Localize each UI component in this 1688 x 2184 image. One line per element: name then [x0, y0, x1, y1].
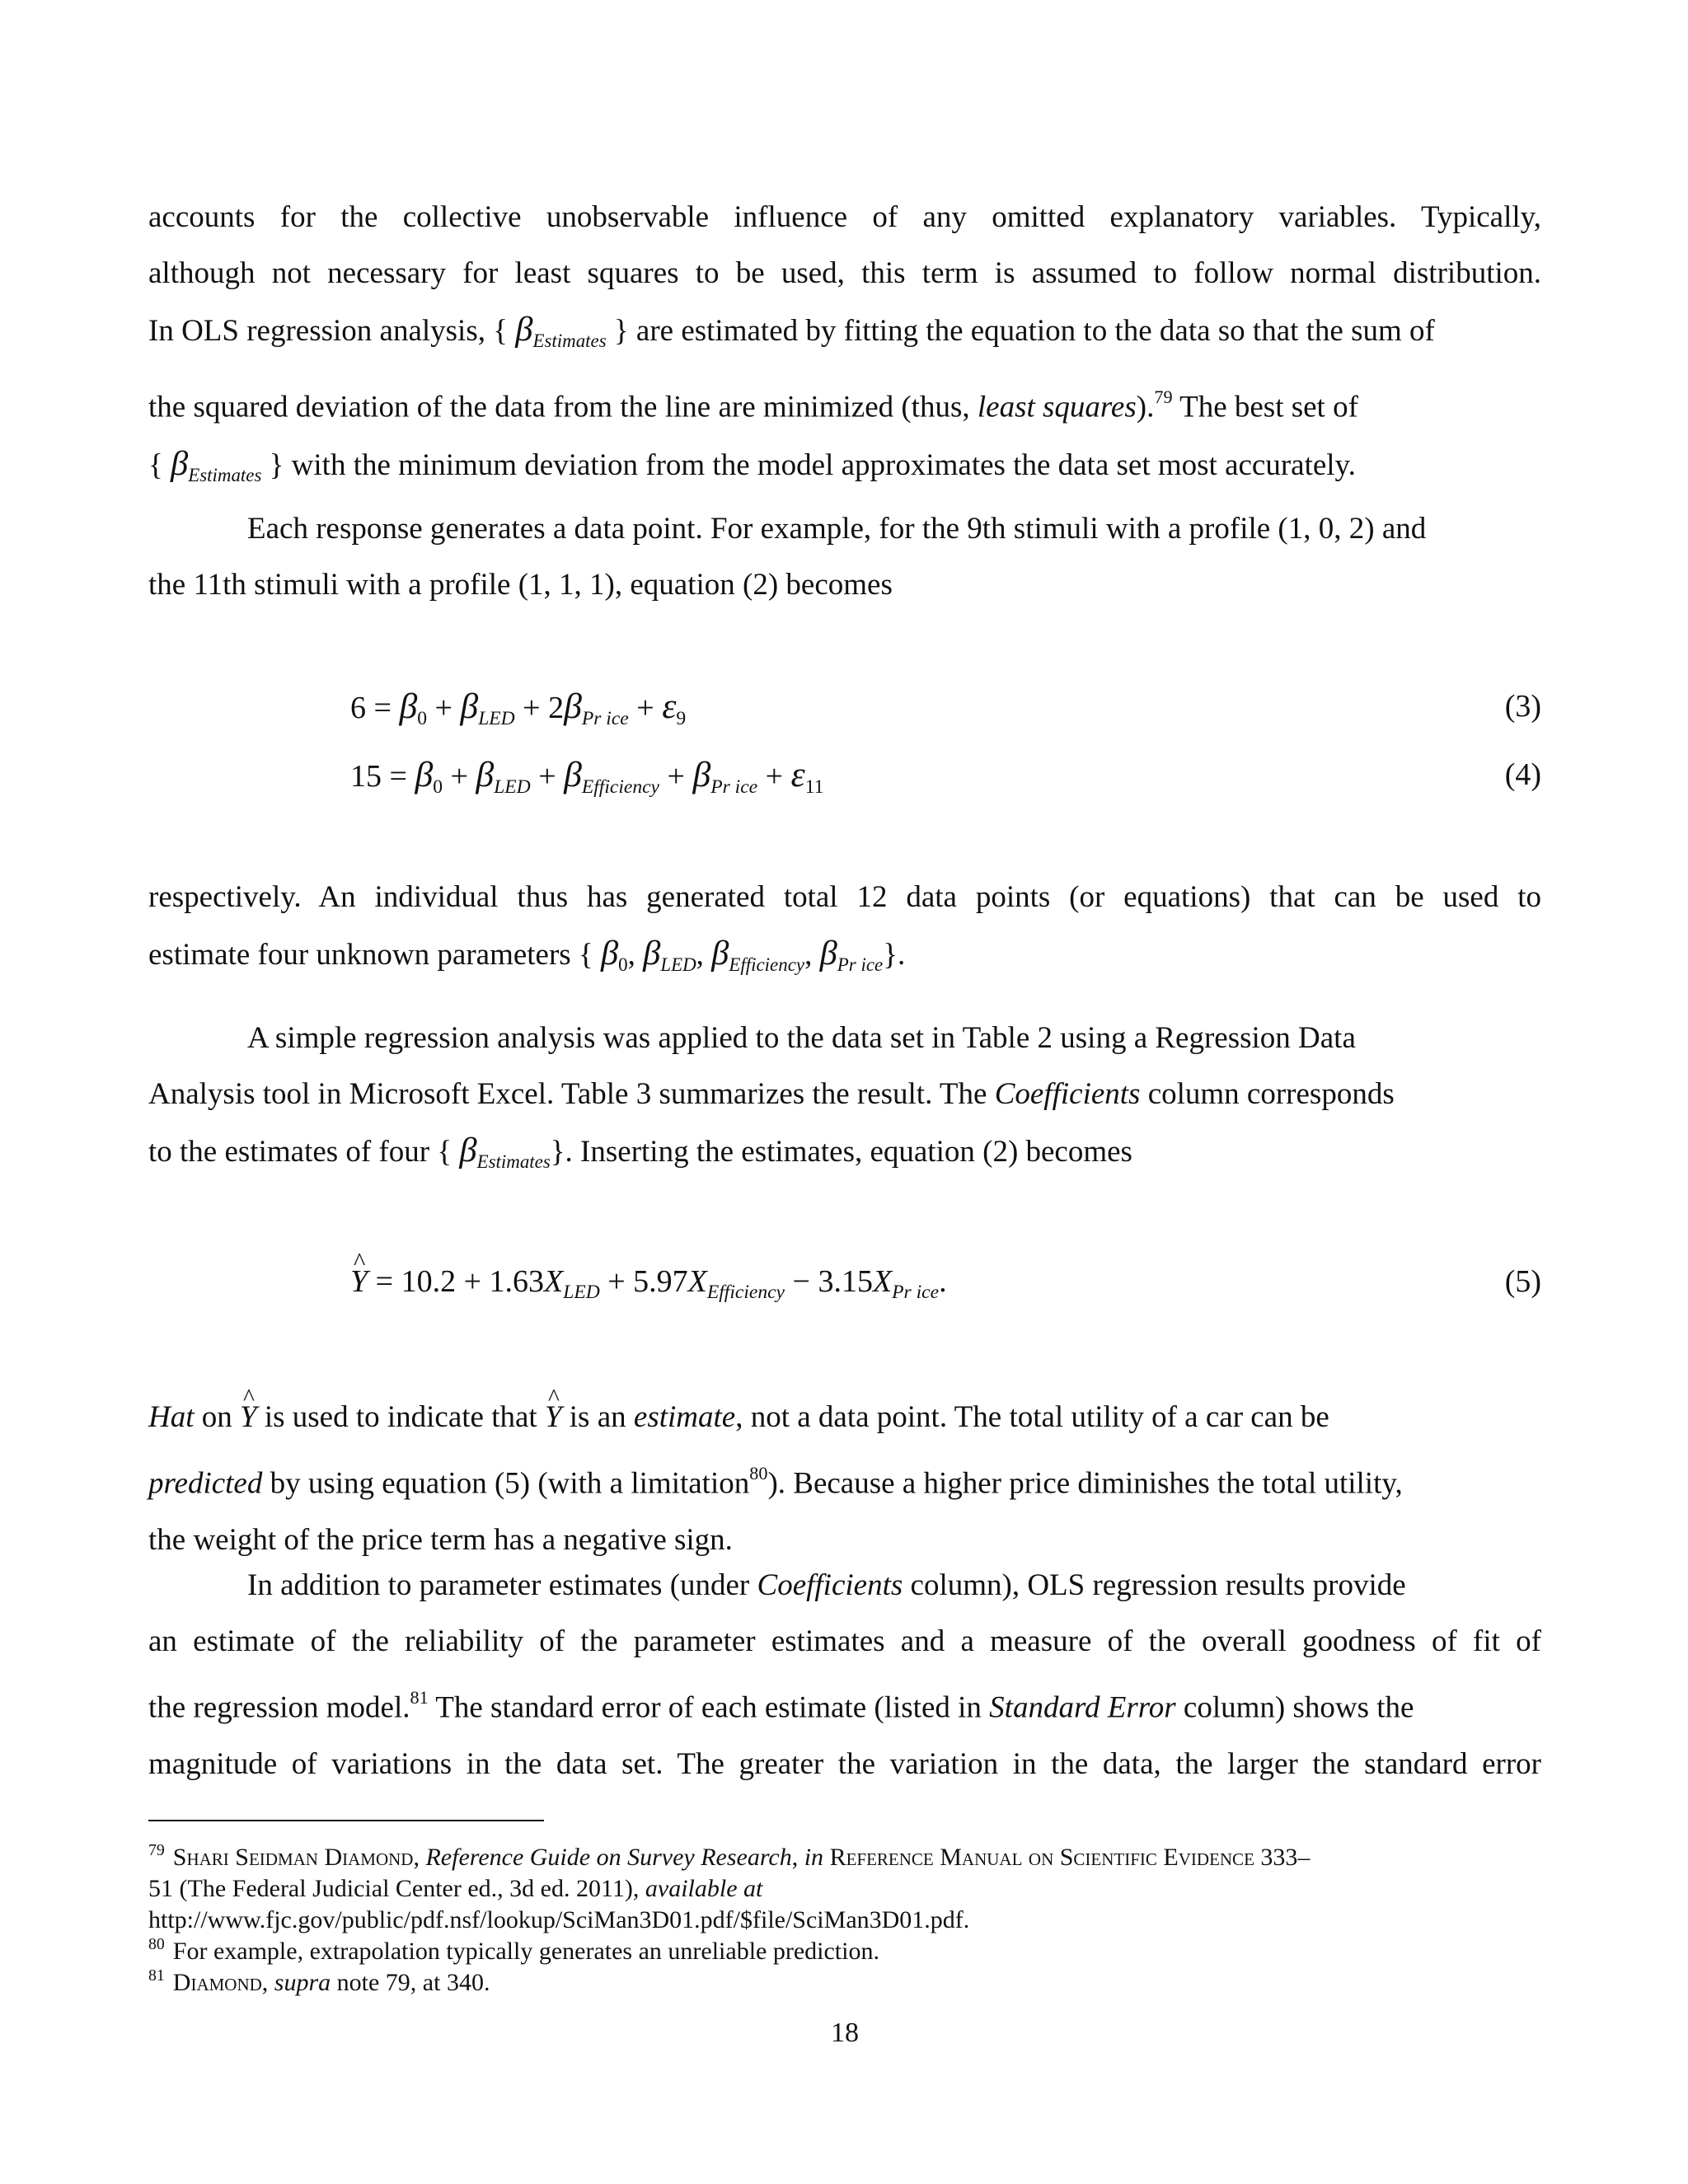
equation-3-number: (3) [1504, 689, 1541, 724]
text-line: magnitude of variations in the data set. The greater the variation in the data, the larger the standard error [148, 1746, 1541, 1781]
equation-5 [350, 1253, 1541, 1310]
equation-3 [350, 677, 1541, 735]
page-number: 18 [831, 2018, 859, 2048]
text-line: A simple regression analysis was applied to the data set in Table 2 using a Regression Data [247, 1021, 1356, 1055]
text-line: accounts for the collective unobservable influence of any omitted explanatory variables. Typically, [148, 200, 1541, 234]
equation-3-body: $6 = \beta_0 + \beta_{LED} + 2\beta_{Pr ice} + \varepsilon_9$ [350, 687, 687, 730]
equation-5-number: (5) [1504, 1264, 1541, 1299]
paragraph-error-term [148, 190, 1541, 504]
text-line: although not necessary for least squares to be used, this term is assumed to follow normal distribution. [148, 256, 1541, 290]
text-line: the 11th stimuli with a profile (1, 1, 1), equation (2) becomes [148, 568, 893, 602]
text-line: the weight of the price term has a negative sign. [148, 1522, 733, 1557]
text-line: the squared deviation of the data from the line are minimized (thus, least squares).$^{79}$ The best set of [148, 387, 1358, 424]
text-line: { $\beta_{Estimates}$ } with the minimum deviation from the model approximates the data set most accurately. [148, 443, 1356, 485]
paragraph-respectively [148, 869, 1541, 993]
text-line: Each response generates a data point. For example, for the 9th stimuli with a profile (1, 0, 2) and [247, 512, 1427, 546]
equation-5-body: ^ $Y = 10.2 + 1.63X_{LED} + 5.97X_{Efficiency} - 3.15X_{Pr ice}$. [350, 1253, 947, 1321]
footnote-separator [148, 1820, 544, 1821]
text-line: In OLS regression analysis, { $\beta_{Estimates}$ } are estimated by fitting the equation to the data so that the sum of [148, 310, 1435, 352]
footnote-ref-80[interactable]: 80 [749, 1463, 768, 1483]
footnote-ref-79[interactable]: 79 [1154, 387, 1173, 408]
paragraph-hat [148, 1390, 1541, 1568]
equation-4-number: (4) [1504, 757, 1541, 792]
equation-4 [350, 746, 1541, 804]
footnote-79: $^{79}$ Shari Seidman Diamond, Reference Guide on Survey Research, in Reference Manual on Scientific Evidence 333– 51 (The Federal Judicial Center ed., 3d ed. 2011), available at http://www.fjc.gov/public/pdf.nsf/lookup/SciMan3D01.pdf/$file/SciMan3D01.pdf. [148, 1841, 1311, 1933]
paragraph-reliability [148, 1558, 1541, 1793]
paragraph-regression-tool [148, 1010, 1541, 1190]
footnote-link[interactable]: http://www.fjc.gov/public/pdf.nsf/lookup/SciMan3D01.pdf/$file/SciMan3D01.pdf. [148, 1905, 970, 1933]
footnote-80: $^{80}$ For example, extrapolation typically generates an unreliable prediction. [148, 1935, 879, 1965]
footnote-81: $^{81}$ Diamond, supra note 79, at 340. [148, 1966, 490, 1996]
text-line: respectively. An individual thus has generated total 12 data points (or equations) that can be used to [148, 880, 1541, 914]
text-line: the regression model.$^{81}$ The standard error of each estimate (listed in Standard Error column) shows the [148, 1687, 1414, 1725]
document-page [148, 0, 1541, 2184]
equation-4-body: $15 = \beta_0 + \beta_{LED} + \beta_{Efficiency} + \beta_{Pr ice} + \varepsilon_{11}$ [350, 755, 824, 799]
text-line: to the estimates of four { $\beta_{Estimates}$}. Inserting the estimates, equation (2) becomes [148, 1131, 1132, 1173]
paragraph-data-point [148, 501, 1541, 613]
text-line: an estimate of the reliability of the parameter estimates and a measure of the overall goodness of fit of [148, 1624, 1541, 1658]
text-line: estimate four unknown parameters { $\beta_0$, $\beta_{LED}$, $\beta_{Efficiency}$, $\beta_{Pr ice}$}. [148, 934, 906, 976]
footnote-ref-81[interactable]: 81 [410, 1687, 429, 1708]
text-line: Analysis tool in Microsoft Excel. Table 3 summarizes the result. The Coefficients column corresponds [148, 1077, 1395, 1111]
text-line: In addition to parameter estimates (under Coefficients column), OLS regression results provide [247, 1568, 1406, 1602]
text-line: Hat on ^ Y is used to indicate that ^ Y is an estimate, not a data point. The total utility of a car can be [148, 1390, 1541, 1446]
text-line: predicted by using equation (5) (with a limitation$^{80}$). Because a higher price diminishes the total utility, [148, 1463, 1403, 1501]
